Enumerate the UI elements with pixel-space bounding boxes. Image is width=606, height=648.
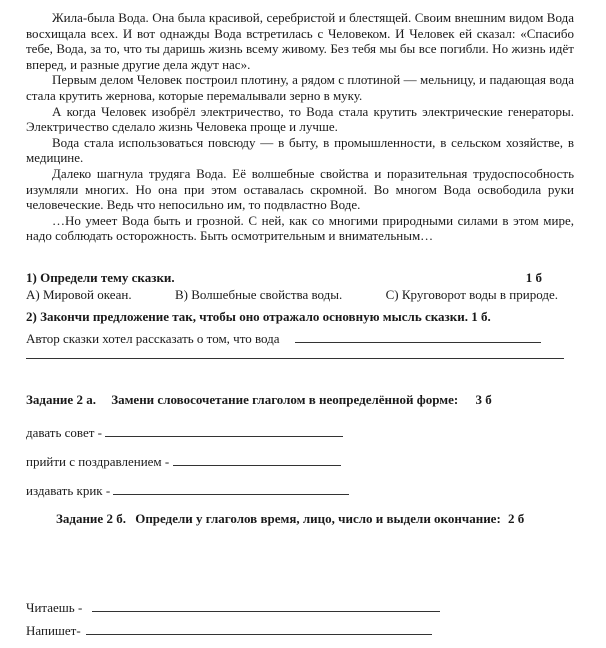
story-paragraph: А когда Человек изобрёл электричество, то Вода стала крутить электрические генераторы. Электричество сделало жизнь Человека проще и лучше. — [26, 103, 574, 135]
task1-points: 1 б — [525, 270, 542, 285]
task2a-item-row — [26, 424, 343, 441]
task2b-points: 2 б — [508, 511, 525, 526]
footer-reads-row — [26, 599, 440, 616]
task2-answer-line[interactable] — [295, 330, 541, 343]
footer-reads-label: Читаешь - — [26, 600, 83, 615]
task2a-header — [26, 392, 576, 408]
task2a-answer-line[interactable] — [105, 424, 343, 437]
task1-header — [26, 270, 576, 286]
task2a-item-label: прийти с поздравлением - — [26, 454, 170, 469]
task2a-item-row — [26, 482, 349, 499]
task2-answer-line-2[interactable] — [26, 358, 564, 359]
footer-reads-line[interactable] — [92, 599, 440, 612]
story-paragraph: Далеко шагнула трудяга Вода. Её волшебные свойства и поразительная трудоспособность изумляли многих. Но она при этом оставалась скромной. Во многом Вода освободила руки человеческие. Ведь что непосильно им, то подвластно Воде. — [26, 165, 574, 213]
footer-writes-line[interactable] — [86, 622, 432, 635]
task1-options — [26, 287, 558, 303]
task1-option-b[interactable]: В) Волшебные свойства воды. — [174, 287, 343, 302]
task1-option-a[interactable]: А) Мировой океан. — [26, 287, 132, 302]
task1-title: 1) Определи тему сказки. — [26, 270, 175, 285]
task2a-item-row — [26, 453, 341, 470]
task2b-title: Задание 2 б. — [56, 511, 126, 526]
task2-points: 1 б. — [471, 309, 491, 324]
task2-header — [26, 309, 576, 325]
task2a-points: 3 б — [475, 392, 492, 407]
story-paragraph: Жила-была Вода. Она была красивой, серебристой и блестящей. Своим внешним видом Вода восхищала всех. И вот однажды Вода встретилась с Человеком. И Человек ей сказал: «Спасибо тебе, Вода, за то, что ты даришь жизнь всему живому. Без тебя мы бы все погибли. Но жизнь идёт вперед, и разные другие дела ждут нас». — [26, 10, 574, 72]
task2-prompt-row — [26, 330, 576, 347]
story-text — [26, 10, 574, 244]
task2b-header — [56, 511, 576, 527]
task2a-instruction: Замени словосочетание глаголом в неопределённой форме: — [111, 392, 459, 407]
task2-prompt: Автор сказки хотел рассказать о том, что вода — [26, 331, 280, 346]
task2-title: 2) Закончи предложение так, чтобы оно отражало основную мысль сказки. — [26, 309, 468, 324]
task2a-answer-line[interactable] — [173, 453, 341, 466]
task2a-item-label: издавать крик - — [26, 483, 111, 498]
story-paragraph: …Но умеет Вода быть и грозной. С ней, как со многими природными силами в этом мире, надо соблюдать осторожность. Быть осмотрительным и внимательным… — [26, 212, 574, 244]
task2a-title: Задание 2 а. — [26, 392, 96, 407]
story-paragraph: Вода стала использоваться повсюду — в быту, в промышленности, в сельском хозяйстве, в медицине. — [26, 134, 574, 166]
task2a-answer-line[interactable] — [113, 482, 349, 495]
task2a-item-label: давать совет - — [26, 425, 103, 440]
task1-option-c[interactable]: С) Круговорот воды в природе. — [385, 287, 558, 302]
story-paragraph: Первым делом Человек построил плотину, а рядом с плотиной — мельницу, и падающая вода стала крутить жернова, которые перемалывали зерно в муку. — [26, 72, 574, 103]
task2b-instruction: Определи у глаголов время, лицо, число и выдели окончание: — [135, 511, 501, 526]
footer-writes-row — [26, 622, 432, 639]
footer-writes-label: Напишет- — [26, 623, 81, 638]
